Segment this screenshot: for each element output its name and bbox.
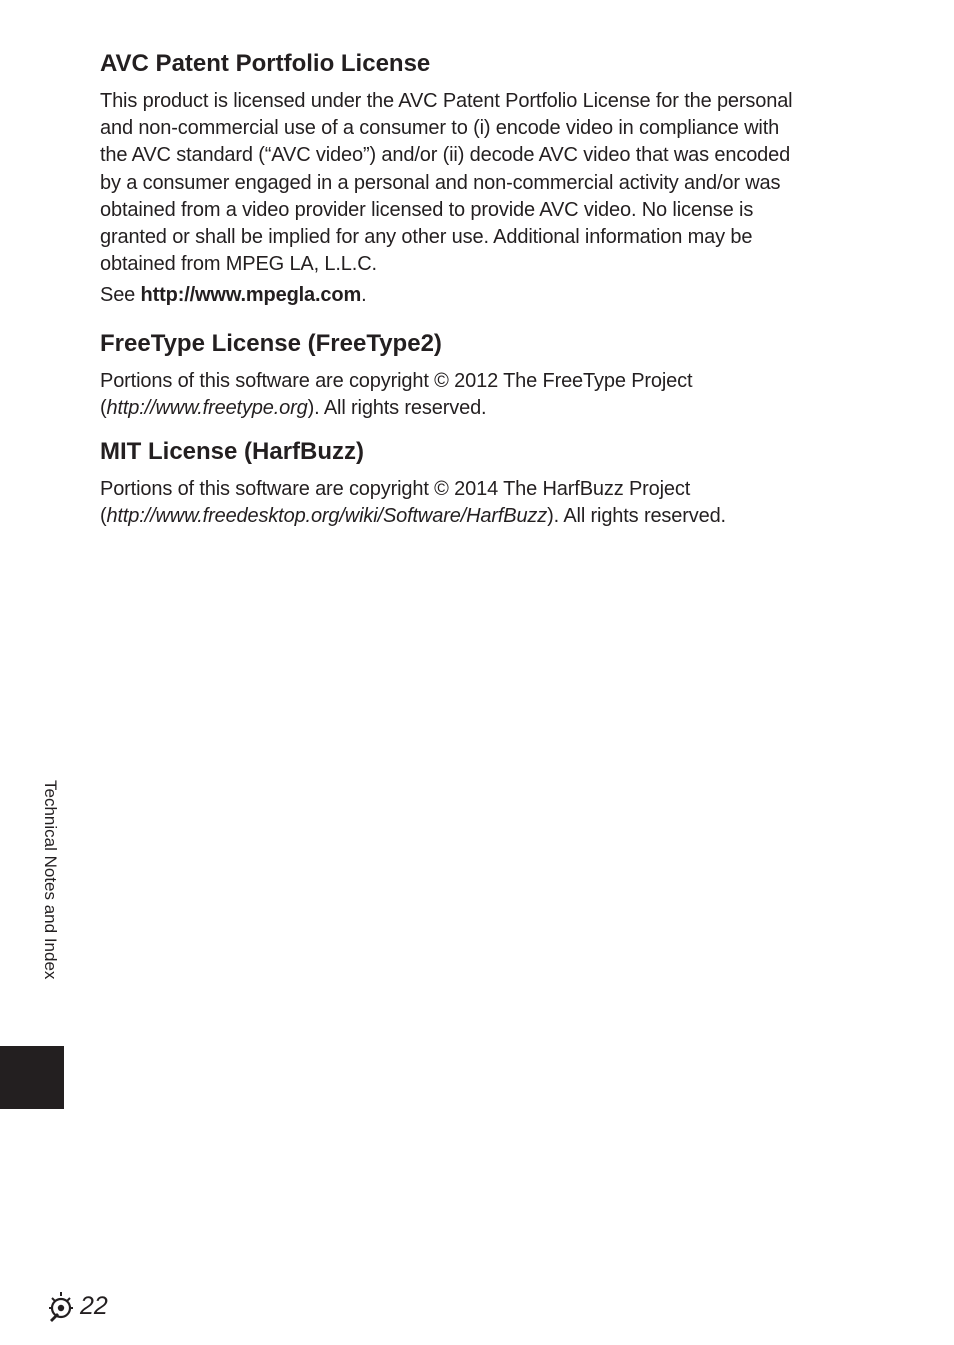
freetype-link[interactable]: http://www.freetype.org (106, 396, 308, 419)
freetype-license-line: Portions of this software are copyright © 2012 The FreeType Project (100, 369, 693, 392)
see-suffix: . (361, 284, 367, 307)
harfbuzz-link[interactable]: http://www.freedesktop.org/wiki/Software/HarfBuzz (106, 505, 548, 528)
avc-license-line: and non-commercial use of a consumer to (i) encode video in compliance with (100, 117, 780, 140)
harfbuzz-license-paragraph (100, 476, 860, 530)
freetype-rights: ). All rights reserved. (307, 396, 487, 419)
avc-license-line: This product is licensed under the AVC Patent Portfolio License for the personal (100, 90, 793, 112)
page-footer (46, 1288, 108, 1324)
harfbuzz-license-section (100, 436, 860, 530)
freetype-license-paragraph (100, 368, 860, 422)
see-prefix: See (100, 284, 141, 307)
see-reference (100, 282, 860, 309)
avc-license-line: obtained from MPEG LA, L.L.C. (100, 253, 377, 276)
avc-license-paragraph (100, 88, 860, 278)
freetype-license-heading: FreeType License (FreeType2) (100, 329, 442, 357)
freetype-license-line (100, 395, 860, 422)
harfbuzz-paren-open: ( (100, 505, 107, 528)
avc-license-line: obtained from a video provider licensed to provide AVC video. No license is (100, 198, 754, 221)
avc-license-section (100, 48, 860, 310)
avc-license-line: granted or shall be implied for any other use. Additional information may be (100, 226, 753, 249)
freetype-paren-open: ( (100, 396, 107, 419)
side-tab-marker[interactable] (0, 1046, 64, 1109)
harfbuzz-license-line: Portions of this software are copyright © 2014 The HarfBuzz Project (100, 478, 691, 501)
avc-license-line: by a consumer engaged in a personal and non-commercial activity and/or was (100, 171, 781, 194)
avc-license-line: the AVC standard (“AVC video”) and/or (ii) decode AVC video that was encoded (100, 144, 791, 167)
technical-notes-icon (46, 1289, 80, 1323)
avc-license-heading: AVC Patent Portfolio License (100, 50, 431, 77)
side-tab-label[interactable]: Technical Notes and Index (41, 780, 60, 980)
harfbuzz-rights: ). All rights reserved. (547, 505, 726, 528)
page-number: 22 (80, 1291, 108, 1320)
harfbuzz-license-line (100, 503, 860, 530)
mpegla-link[interactable]: http://www.mpegla.com (140, 284, 362, 307)
freetype-license-section (100, 328, 860, 422)
harfbuzz-license-heading: MIT License (HarfBuzz) (100, 438, 365, 466)
page-content (100, 48, 860, 530)
